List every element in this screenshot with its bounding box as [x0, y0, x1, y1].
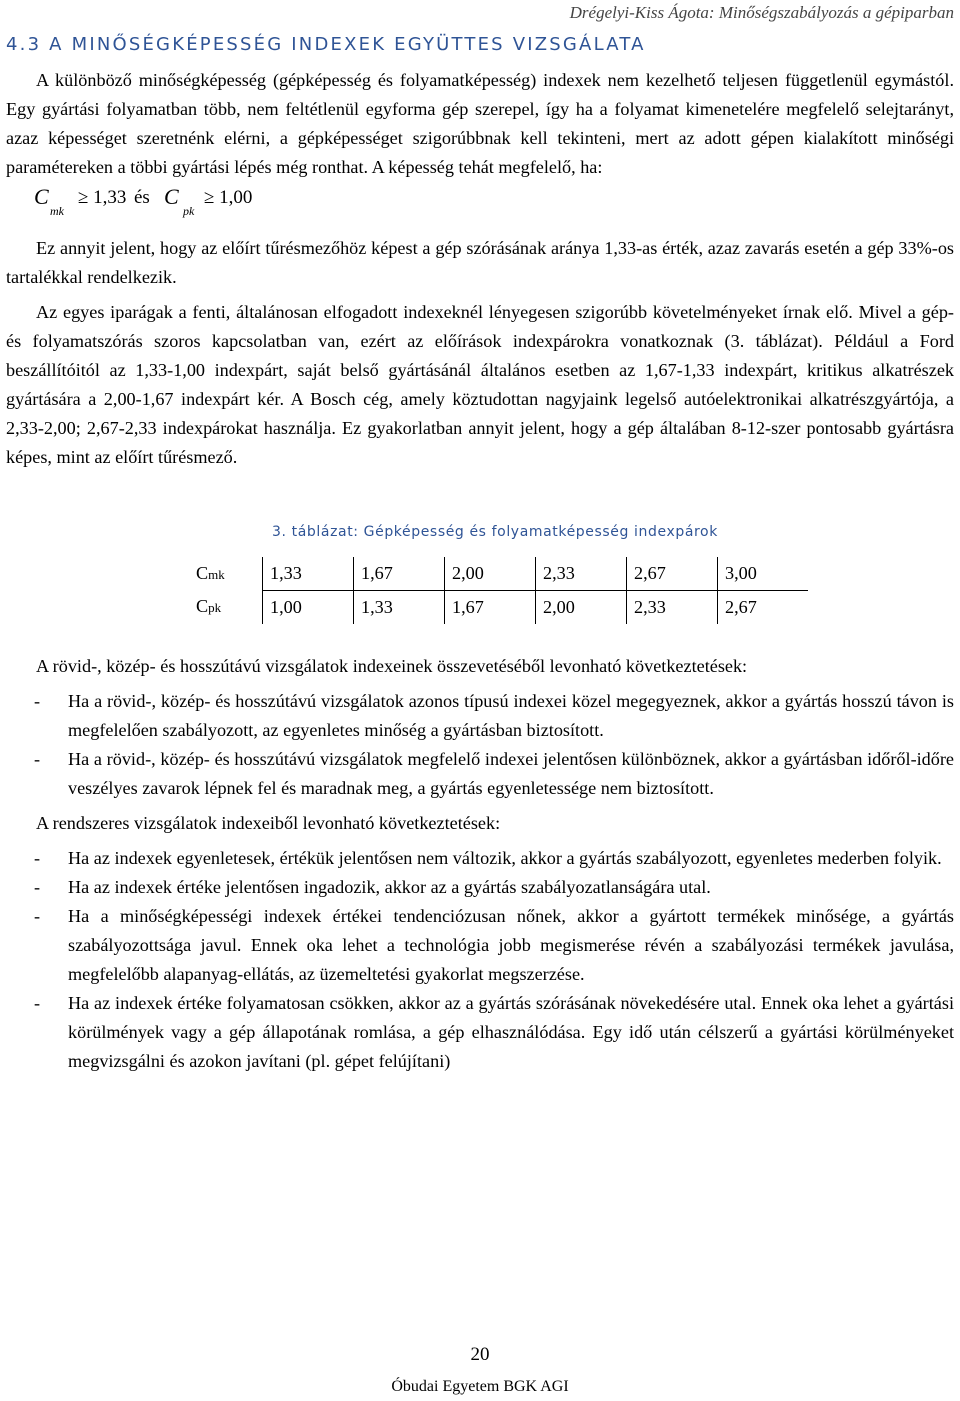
formula-rel-pk: ≥ 1,00: [204, 187, 253, 208]
formula-sub-pk: pk: [183, 204, 195, 218]
list-item: - Ha a minőségképességi indexek értékei tendenciózusan nőnek, akkor a gyártott termékek minősége, a gyártás szabályozottsága javul. Ennek oka lehet a technológia jobb megismerése révén a szabályozási termékek javulása, megfelelőbb alapanyag-ellátás, az üzemeltetési gyakorlat megszerzése.: [34, 906, 954, 984]
conclusions-intro-1: A rövid-, közép- és hosszútávú vizsgálatok indexeinek összevetéséből levonható következtetések:: [36, 656, 748, 676]
paragraph-industries: Az egyes iparágak a fenti, általánosan elfogadott indexeknél lényegesen szigorúbb követelményeket írnak elő. Mivel a gép- és folyamatszórás szoros kapcsolatban van, ezért az előírások indexpárokra vonatkoznak (3. táblázat). Például a Ford beszállítóitól az 1,33-1,00 indexpárt, saját belső gyártásánál általános esetben az 1,67-1,33 indexpárt, kritikus alkatrészek gyártására a 2,00-1,67 indexpárt kér. A Bosch cég, amely köztudottan nagyjaink legelső autóelektronikai alkatrészgyártója, a 2,33-2,00; 2,67-2,33 indexpárokat használja. Ez gyakorlatban annyit jelent, hogy a gép általában 8-12-szer pontosabb gyártásra képes, mint az előírt tűrésmező.: [6, 302, 954, 467]
index-pairs-table: [192, 557, 808, 624]
capability-formula: [6, 182, 954, 226]
table-cell: 2,33: [536, 557, 627, 591]
table-row-cpk: [192, 591, 808, 625]
table-cell: 1,33: [354, 591, 445, 625]
table-cell: 1,67: [445, 591, 536, 625]
list-item: - Ha az indexek egyenletesek, értékük jelentősen nem változik, akkor a gyártás szabályozott, egyenletes mederben folyik.: [34, 848, 942, 868]
paragraph-meaning: Ez annyit jelent, hogy az előírt tűrésmezőhöz képest a gép szórásának aránya 1,33-as érték, azaz zavarás esetén a gép 33%-os tartalékkal rendelkezik.: [6, 238, 954, 287]
formula-sub-mk: mk: [50, 204, 64, 218]
table-cell: 2,00: [445, 557, 536, 591]
running-head: Drégelyi-Kiss Ágota: Minőségszabályozás a gépiparban: [569, 3, 954, 22]
formula-conj: és: [134, 187, 150, 208]
table-cell: 2,33: [627, 591, 718, 625]
footer-institution: Óbudai Egyetem BGK AGI: [391, 1378, 569, 1395]
table-caption: 3. táblázat: Gépképesség és folyamatképesség indexpárok: [272, 524, 718, 540]
conclusions-list-2: [6, 844, 954, 1076]
conclusions-intro-2: A rendszeres vizsgálatok indexeiből levonható következtetések:: [36, 813, 501, 833]
list-item: - Ha a rövid-, közép- és hosszútávú vizsgálatok azonos típusú indexei közel megegyeznek, akkor a gyártás hosszú távon is megfelelően szabályozott, az egyenletes minőség a gyártásban biztosított.: [34, 691, 954, 740]
table-cell: 1,33: [263, 557, 354, 591]
row-label-cpk: Cpk: [196, 596, 222, 617]
table-cell: 1,00: [263, 591, 354, 625]
table-cell: 2,00: [536, 591, 627, 625]
list-item: - Ha az indexek értéke jelentősen ingadozik, akkor az a gyártás szabályozatlanságára utal.: [34, 877, 711, 897]
page-number: 20: [470, 1344, 490, 1365]
paragraph-intro: A különböző minőségképesség (gépképesség és folyamatképesség) indexek nem kezelhető teljesen függetlenül egymástól. Egy gyártási folyamatban több, nem feltétlenül egyforma gép szerepel, így ha a folyamat kimenetelére megfelelő selejtarányt, azaz képességet szeretnénk elérni, a gépképességet szigorúbbnak kell tekinteni, mert az adott gépen kialakított minőségi paramétereken a többi gyártási lépés még ronthat. A képesség tehát megfelelő, ha:: [6, 70, 954, 177]
list-item: - Ha az indexek értéke folyamatosan csökken, akkor az a gyártás szórásának növekedésére utal. Ennek oka lehet a gyártási körülmények vagy a gép állapotának romlása, a gép elhasználódása. Egy idő után célszerű a gyártási körülményeket megvizsgálni és azokon javítani (pl. gépet felújítani): [34, 993, 954, 1071]
formula-c-pk: C: [164, 184, 179, 209]
table-cell: 1,67: [354, 557, 445, 591]
table-cell: 2,67: [718, 591, 809, 625]
table-row-cmk: [192, 557, 808, 591]
formula-c-mk: C: [34, 184, 49, 209]
formula-rel-mk: ≥ 1,33: [78, 187, 127, 208]
row-label-cmk: Cmk: [196, 562, 225, 583]
body-text: [6, 66, 954, 1076]
conclusions-list-1: [6, 687, 954, 803]
table-cell: 2,67: [627, 557, 718, 591]
section-heading: 4.3 A MINŐSÉGKÉPESSÉG INDEXEK EGYÜTTES VIZSGÁLATA: [6, 34, 646, 55]
list-item: - Ha a rövid-, közép- és hosszútávú vizsgálatok megfelelő indexei jelentősen különböznek, akkor a gyártásban időről-időre veszélyes zavarok lépnek fel és maradnak meg, a gyártás egyenletessége nem biztosított.: [34, 749, 954, 798]
table-cell: 3,00: [718, 557, 809, 591]
